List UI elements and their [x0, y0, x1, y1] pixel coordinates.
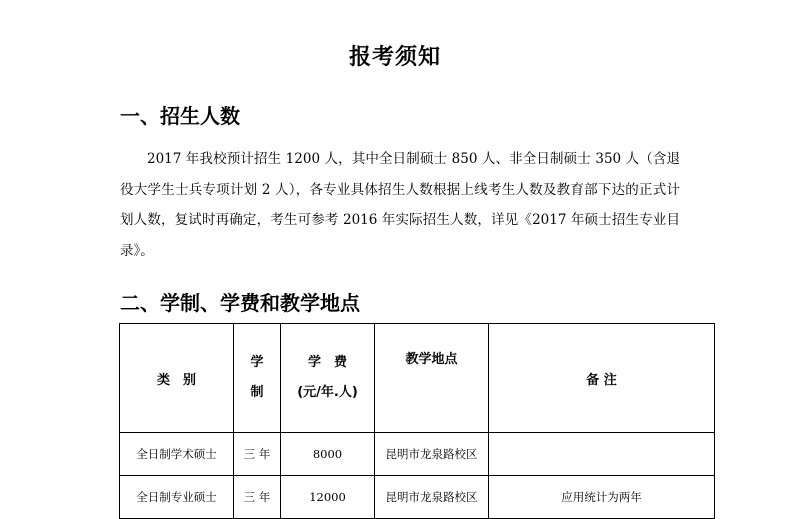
header-fee — [281, 324, 375, 433]
header-duration-line1: 学 — [250, 355, 264, 370]
cell-category: 全日制专业硕士 — [120, 476, 234, 519]
cell-fee: 12000 — [281, 476, 375, 519]
table-row — [120, 476, 715, 519]
cell-category: 全日制学术硕士 — [120, 433, 234, 476]
header-remarks: 备 注 — [489, 324, 715, 433]
cell-duration: 三 年 — [234, 433, 281, 476]
header-location: 教学地点 — [375, 324, 489, 433]
section-heading-fees: 二、学制、学费和教学地点 — [120, 291, 360, 315]
cell-remarks: 应用统计为两年 — [489, 476, 715, 519]
cell-duration: 三 年 — [234, 476, 281, 519]
header-fee-line1: 学 费 — [307, 355, 347, 370]
enrollment-paragraph: 2017 年我校预计招生 1200 人，其中全日制硕士 850 人、非全日制硕士 350 人（含退役大学生士兵专项计划 2 人），各专业具体招生人数根据上线考生人数及教育部下达的正式计划人数，复试时再确定，考生可参考 2016 年实际招生人数，详见《2017 年硕士招生专业目录》。 — [120, 151, 680, 259]
header-category: 类 别 — [120, 324, 234, 433]
header-fee-line2: (元/年.人) — [297, 385, 358, 400]
header-duration-line2: 制 — [250, 385, 264, 400]
section-heading-enrollment: 一、招生人数 — [120, 104, 240, 128]
table-header-row — [120, 324, 715, 433]
cell-fee: 8000 — [281, 433, 375, 476]
header-duration — [234, 324, 281, 433]
table-row — [120, 433, 715, 476]
cell-location: 昆明市龙泉路校区 — [375, 476, 489, 519]
fees-table — [119, 323, 715, 519]
cell-location: 昆明市龙泉路校区 — [375, 433, 489, 476]
document-title: 报考须知 — [348, 45, 441, 70]
cell-remarks — [489, 433, 715, 476]
